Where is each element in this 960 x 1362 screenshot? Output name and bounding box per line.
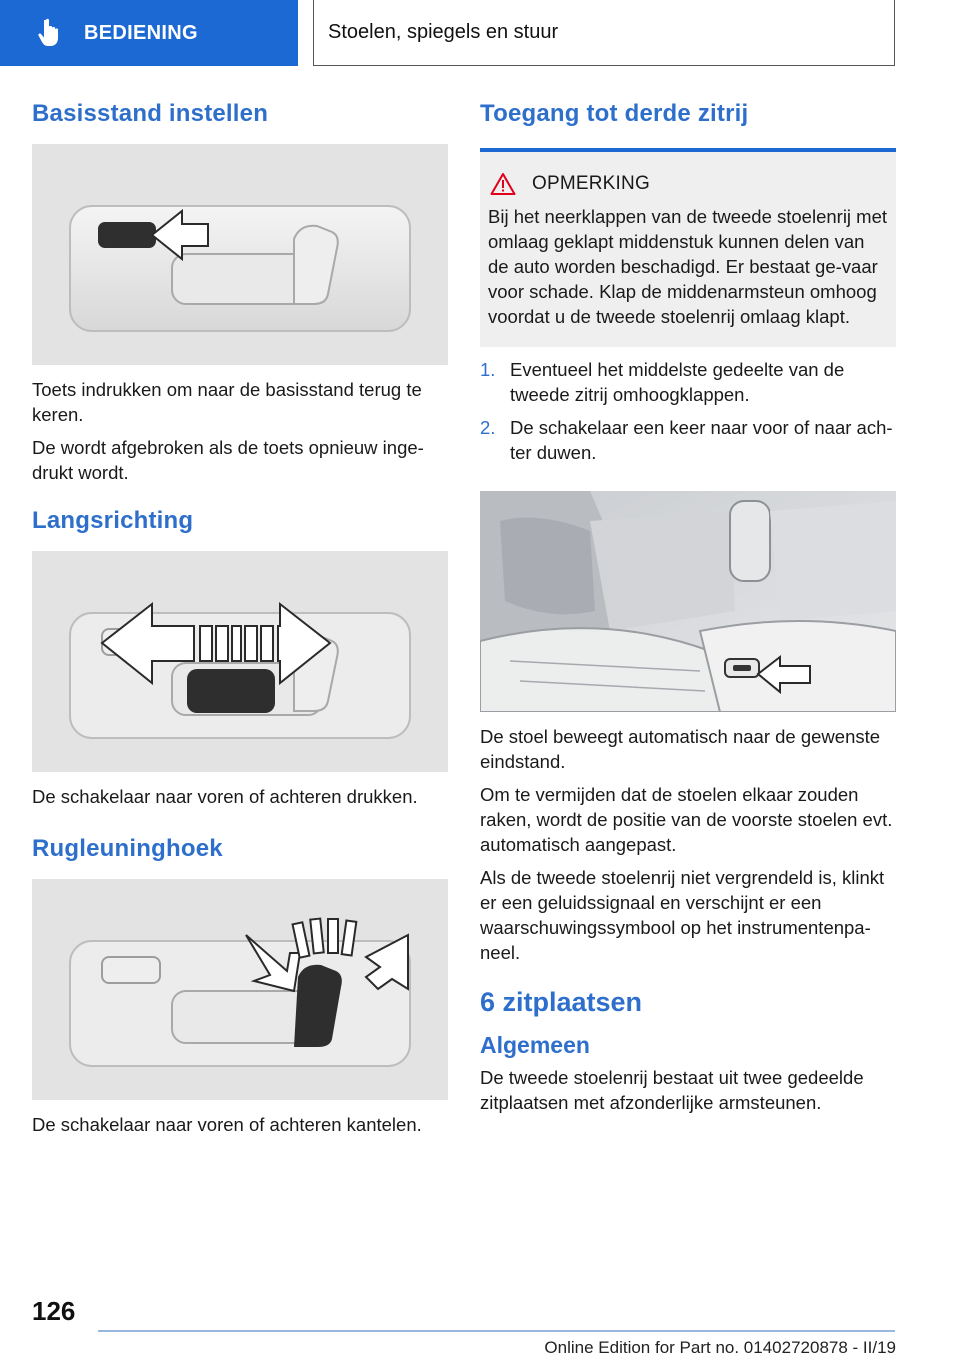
note-body: Bij het neerklappen van de tweede stoelenrij met omlaag geklapt middenstuk kunnen delen van de auto worden beschadigd. Er bestaat ge‐vaar voor schade. Klap de middenarmsteun omhoog voordat u de tweede stoelenrij omlaag klapt. — [488, 206, 888, 327]
basisstand-heading: Basisstand instellen — [32, 100, 269, 127]
result-text-3: Als de tweede stoelenrij niet vergrendeld is, klinkt er een geluidssignaal en verschijnt er een waarschuwingssymbool op het instrumentenpa‐neel. — [480, 867, 885, 963]
toegang-heading: Toegang tot derde zitrij — [480, 100, 749, 127]
warning-triangle-icon — [490, 172, 516, 196]
fore-aft-switch-illustration — [32, 551, 448, 772]
note-box — [480, 148, 896, 347]
step-text: Eventueel het middelste gedeelte van de tweede zitrij omhoogklappen. — [510, 359, 845, 405]
algemeen-text: De tweede stoelenrij bestaat uit twee gedeelde zitplaatsen met afzonderlijke armsteunen. — [480, 1067, 864, 1113]
langsrichting-text: De schakelaar naar voren of achteren drukken. — [32, 786, 418, 807]
langsrichting-heading: Langsrichting — [32, 507, 194, 534]
step-text: De schakelaar een keer naar voor of naar ach‐ter duwen. — [510, 417, 893, 463]
memory-button-illustration — [32, 144, 448, 365]
rugleuning-text: De schakelaar naar voren of achteren kantelen. — [32, 1114, 422, 1135]
list-item — [480, 357, 896, 407]
result-text-1: De stoel beweegt automatisch naar de gewenste eindstand. — [480, 726, 881, 772]
note-header — [488, 172, 888, 196]
rugleuning-heading: Rugleuninghoek — [32, 835, 223, 862]
note-title: OPMERKING — [532, 173, 650, 194]
hand-pointer-icon — [32, 16, 66, 50]
section-tab[interactable] — [0, 0, 298, 66]
footer-divider — [98, 1330, 895, 1332]
section-label: BEDIENING — [84, 21, 198, 44]
list-item — [480, 415, 896, 465]
chapter-title: Stoelen, spiegels en stuur — [313, 0, 895, 66]
page-number: 126 — [32, 1296, 76, 1326]
edition-text: Online Edition for Part no. 01402720878 - II/19 — [544, 1338, 896, 1357]
basisstand-text-1: Toets indrukken om naar de basisstand terug te keren. — [32, 379, 422, 425]
basisstand-text-2: De wordt afgebroken als de toets opnieuw inge‐drukt wordt. — [32, 437, 424, 483]
step-list — [480, 357, 896, 465]
rear-seat-photo — [480, 491, 896, 712]
step-number: 1. — [480, 359, 496, 380]
left-column — [32, 100, 448, 1145]
zes-zitplaatsen-heading: 6 zitplaatsen — [480, 987, 643, 1017]
backrest-switch-illustration — [32, 879, 448, 1100]
right-column — [480, 100, 896, 1123]
step-number: 2. — [480, 417, 496, 438]
algemeen-heading: Algemeen — [480, 1032, 590, 1058]
result-text-2: Om te vermijden dat de stoelen elkaar zouden raken, wordt de positie van de voorste stoelen evt. automatisch aangepast. — [480, 784, 893, 855]
page-header — [0, 0, 960, 66]
